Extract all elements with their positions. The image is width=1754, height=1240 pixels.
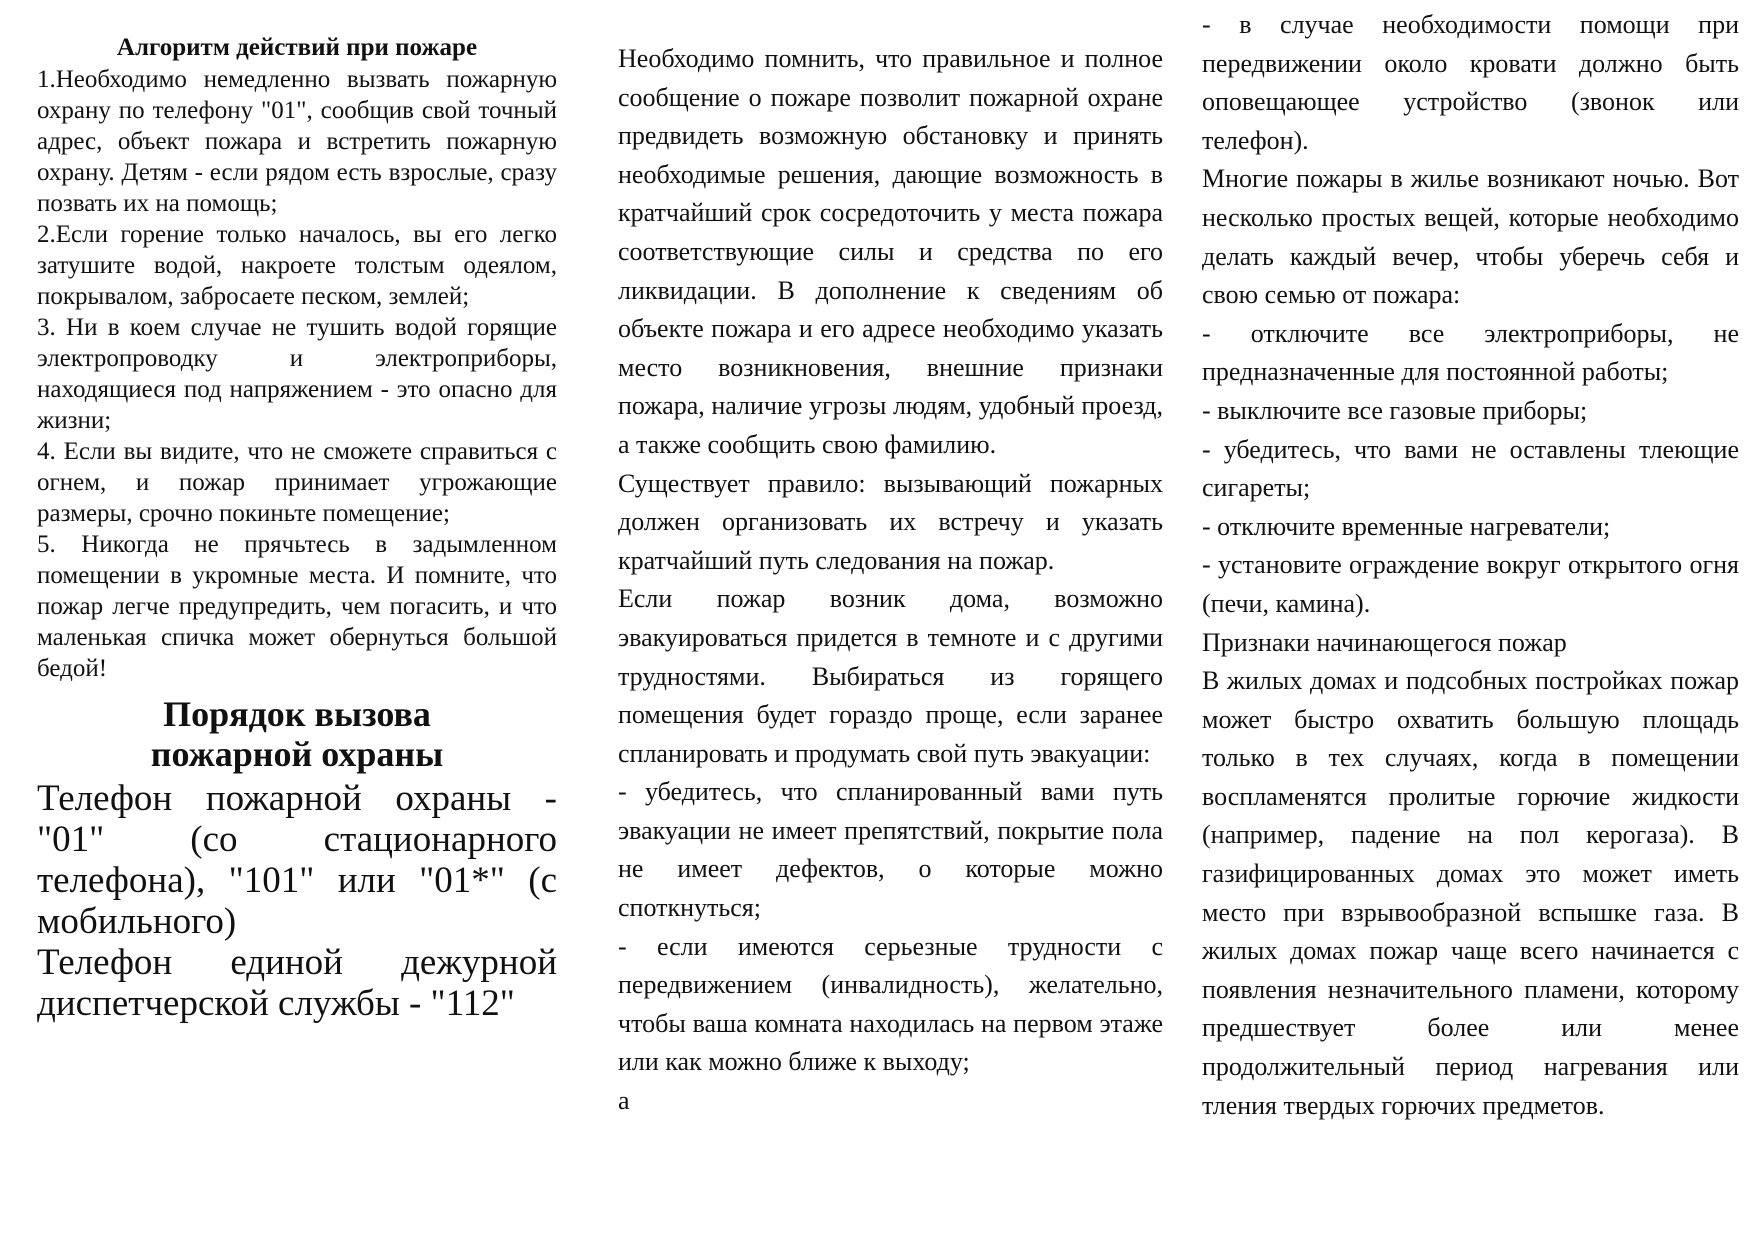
column-fire-actions <box>37 32 557 1240</box>
paragraph: - убедитесь, что вами не оставлены тлеющие сигареты; <box>1202 434 1739 503</box>
algorithm-item: 3. Ни в коем случае не тушить водой горящие электропроводку и электроприборы, находящиеся под напряжением - это опасно для жизни; <box>37 314 557 434</box>
call-procedure-heading <box>37 694 557 774</box>
paragraph: В жилых домах и подсобных постройках пожар может быстро охватить большую площадь только в тех случаях, когда в помещении воспламенятся пролитые горючие жидкости (например, падение на пол керогаза). В газифицированных домах это может иметь место при взрывообразной вспышке газа. В жилых домах пожар чаще всего начинается с появления незначительного пламени, которому предшествует более или менее продолжительный период нагревания или тления твердых горючих предметов. <box>1202 666 1739 1120</box>
stray-letter: а <box>618 1086 630 1116</box>
paragraph: Существует правило: вызывающий пожарных должен организовать их встречу и указать кратчайший путь следования на пожар. <box>618 468 1163 575</box>
paragraph: Многие пожары в жилье возникают ночью. Вот несколько простых вещей, которые необходимо делать каждый вечер, чтобы уберечь себя и свою семью от пожара: <box>1202 164 1739 310</box>
paragraph: Если пожар возник дома, возможно эвакуироваться придется в темноте и с другими трудностями. Выбираться из горящего помещения будет гораздо проще, если заранее спланировать и продумать свой путь эвакуации: <box>618 584 1163 768</box>
paragraph: - убедитесь, что спланированный вами путь эвакуации не имеет препятствий, покрытие пола не имеет дефектов, о которые можно споткнуться; <box>618 777 1163 923</box>
call-heading-line1: Порядок вызова <box>163 694 431 734</box>
paragraph: - отключите все электроприборы, не предназначенные для постоянной работы; <box>1202 318 1739 387</box>
fire-service-phone: Телефон пожарной охраны - "01" (со стационарного телефона), "101" или "01*" (с мобильного) <box>37 778 557 942</box>
dispatch-service-phone: Телефон единой дежурной диспетчерской службы - "112" <box>37 942 557 1024</box>
paragraph: - отключите временные нагреватели; <box>1202 511 1611 541</box>
paragraph: - выключите все газовые приборы; <box>1202 395 1588 425</box>
paragraph: - если имеются серьезные трудности с передвижением (инвалидность), желательно, чтобы ваша комната находилась на первом этаже или как можно ближе к выходу; <box>618 931 1163 1077</box>
algorithm-item: 1.Необходимо немедленно вызвать пожарную охрану по телефону "01", сообщив свой точный адрес, объект пожара и встретить пожарную охрану. Детям - если рядом есть взрослые, сразу позвать их на помощь; <box>37 66 557 217</box>
column-reporting-evacuation <box>618 40 1163 1240</box>
algorithm-item: 2.Если горение только началось, вы его легко затушите водой, накроете толстым одеялом, покрывалом, забросаете песком, землей; <box>37 221 557 310</box>
paragraph: Необходимо помнить, что правильное и полное сообщение о пожаре позволит пожарной охране предвидеть возможную обстановку и принять необходимые решения, дающие возможность в кратчайший срок сосредоточить у места пожара соответствующие силы и средства по его ликвидации. В дополнение к сведениям об объекте пожара и его адресе необходимо указать место возникновения, внешние признаки пожара, наличие угрозы людям, удобный проезд, а также сообщить свою фамилию. <box>618 44 1163 459</box>
algorithm-item: 5. Никогда не прячьтесь в задымленном помещении в укромные места. И помните, что пожар легче предупредить, чем погасить, и что маленькая спичка может обернуться большой бедой! <box>37 531 557 682</box>
paragraph: - установите ограждение вокруг открытого огня (печи, камина). <box>1202 550 1739 618</box>
call-heading-line2: пожарной охраны <box>150 734 444 774</box>
column-prevention-signs <box>1202 6 1739 1240</box>
fire-signs-subheading: Признаки начинающегося пожар <box>1202 627 1567 657</box>
fire-algorithm-heading: Алгоритм действий при пожаре <box>116 34 478 61</box>
paragraph: - в случае необходимости помощи при передвижении около кровати должно быть оповещающее устройство (звонок или телефон). <box>1202 10 1739 155</box>
algorithm-item: 4. Если вы видите, что не сможете справиться с огнем, и пожар принимает угрожающие размеры, срочно покиньте помещение; <box>37 438 557 527</box>
